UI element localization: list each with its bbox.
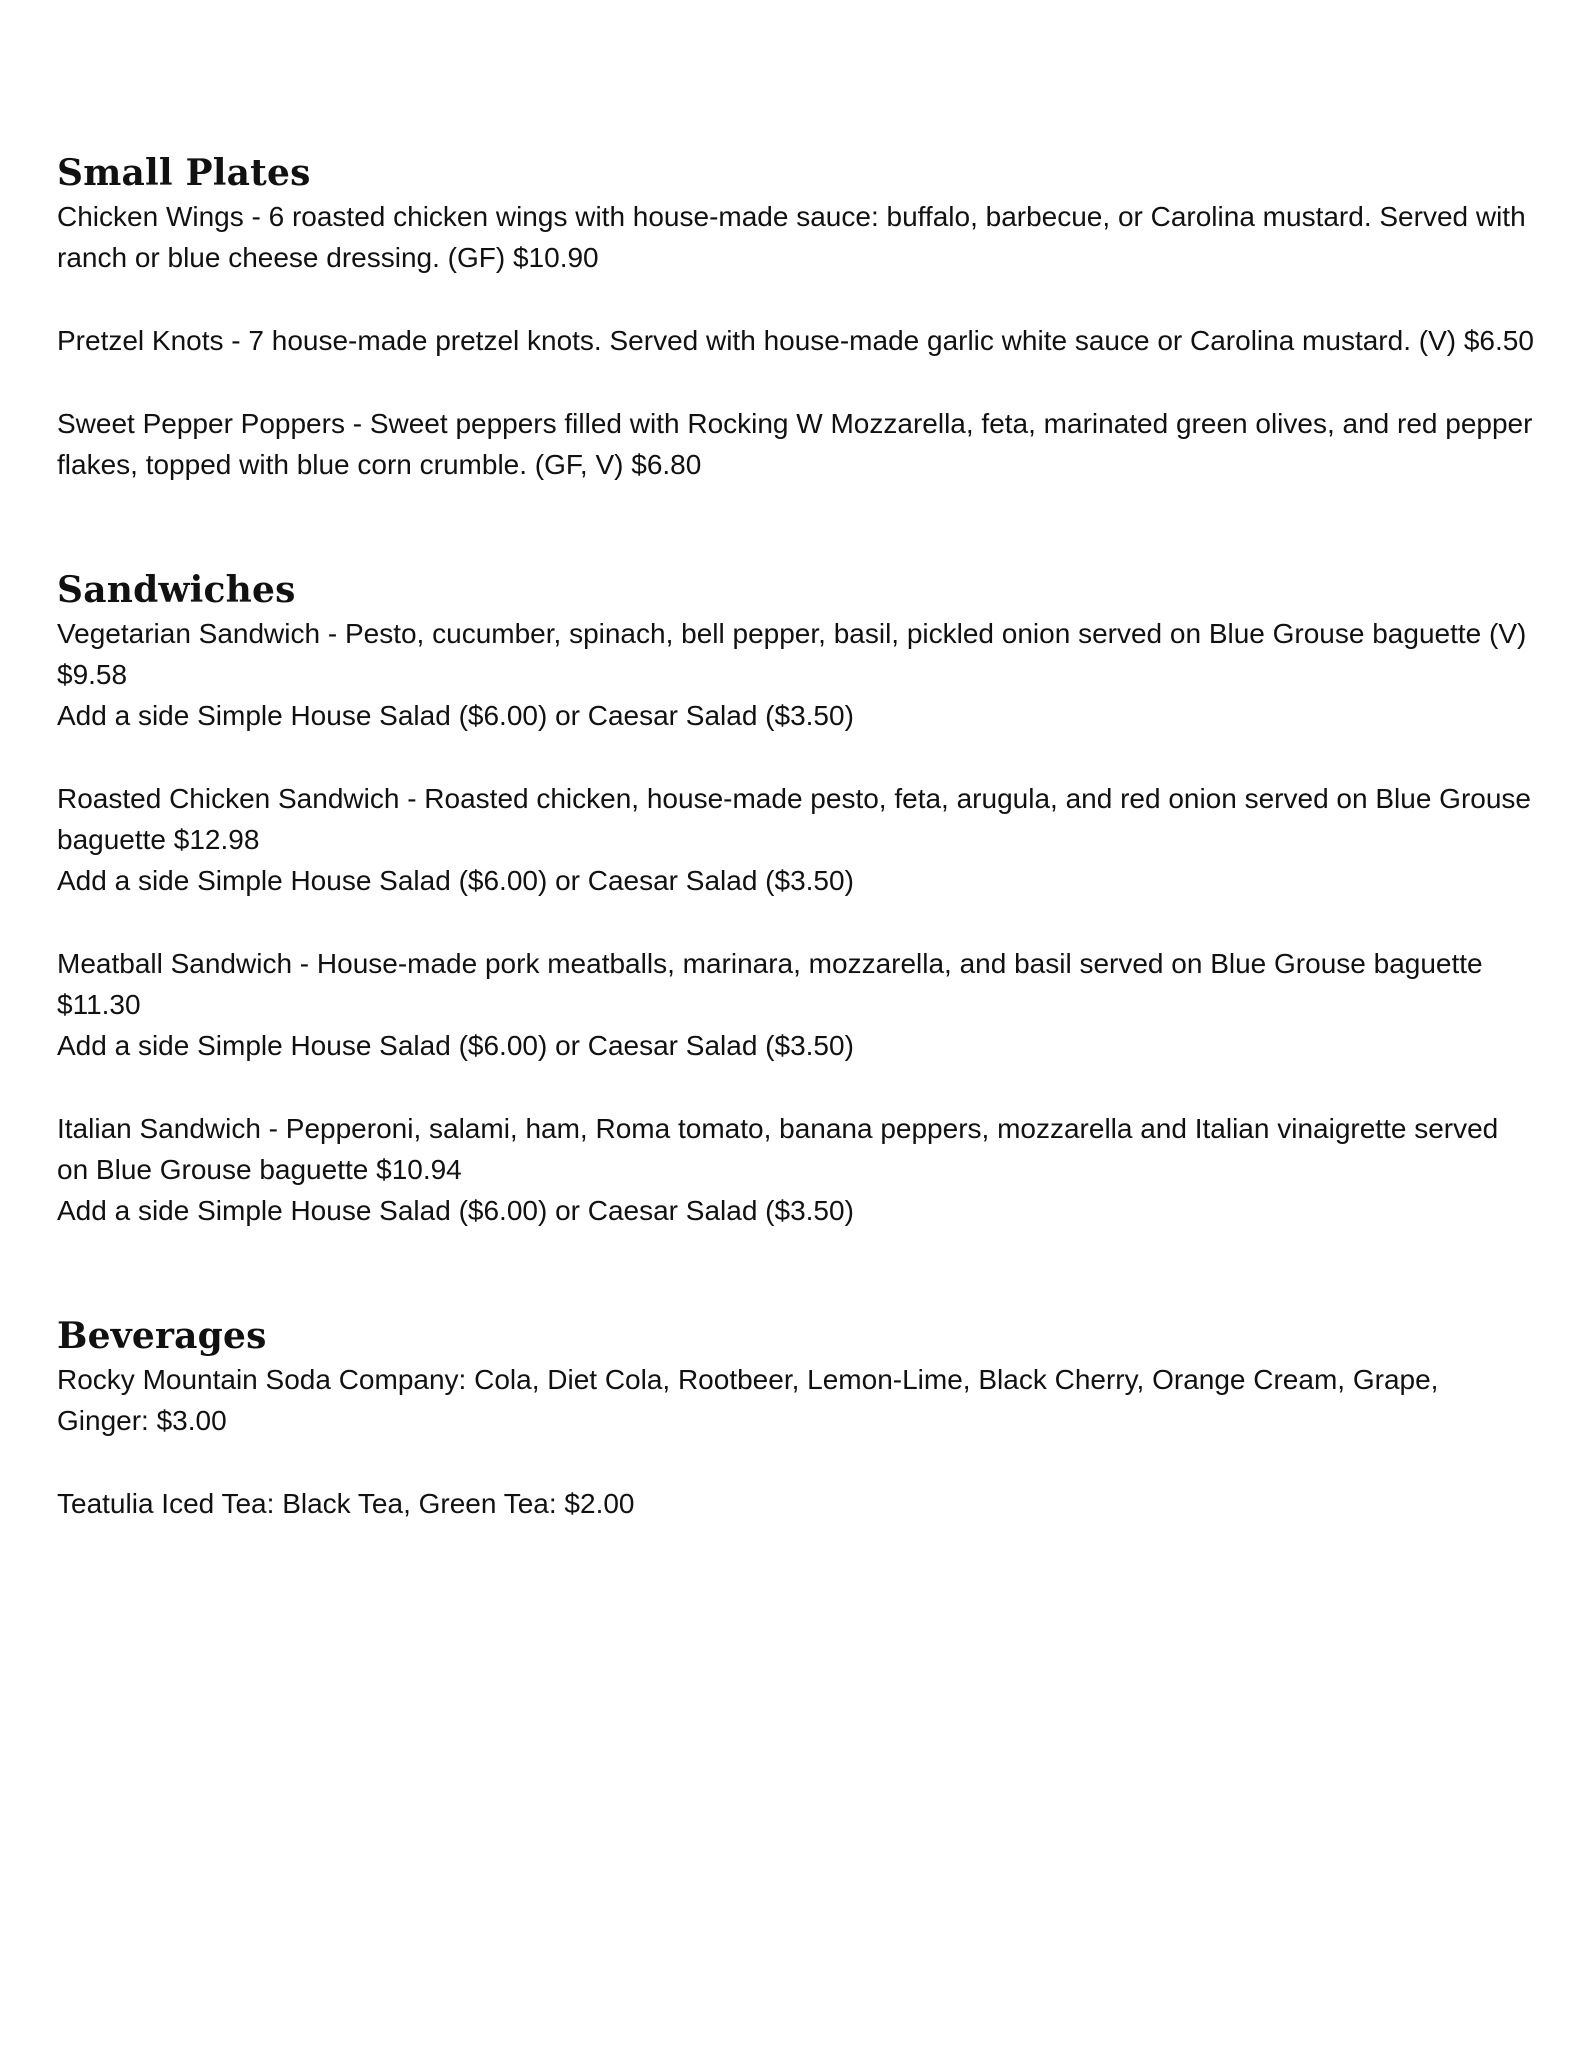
- menu-item-chicken-wings: [57, 196, 1537, 278]
- section-sandwiches: [57, 567, 1537, 1231]
- section-title: Beverages: [57, 1315, 267, 1357]
- item-side-option: Add a side Simple House Salad ($6.00) or Caesar Salad ($3.50): [57, 1195, 854, 1226]
- item-description: Pretzel Knots - 7 house-made pretzel knots. Served with house-made garlic white sauce or Carolina mustard. (V) $6.50: [57, 325, 1534, 356]
- menu-item-rocky-mountain-soda: [57, 1359, 1537, 1441]
- item-side-option: Add a side Simple House Salad ($6.00) or Caesar Salad ($3.50): [57, 700, 854, 731]
- item-description: Rocky Mountain Soda Company: Cola, Diet Cola, Rootbeer, Lemon-Lime, Black Cherry, Orange Cream, Grape, Ginger: $3.00: [57, 1364, 1439, 1436]
- section-title: Sandwiches: [57, 569, 296, 611]
- menu-item-pretzel-knots: [57, 320, 1537, 361]
- item-description: Vegetarian Sandwich - Pesto, cucumber, spinach, bell pepper, basil, pickled onion served on Blue Grouse baguette (V) $9.58: [57, 618, 1527, 690]
- item-side-option: Add a side Simple House Salad ($6.00) or Caesar Salad ($3.50): [57, 1030, 854, 1061]
- item-description: Teatulia Iced Tea: Black Tea, Green Tea: $2.00: [57, 1488, 635, 1519]
- menu-item-teatulia-iced-tea: [57, 1483, 1537, 1524]
- menu-item-italian-sandwich: [57, 1108, 1537, 1231]
- menu-item-meatball-sandwich: [57, 943, 1537, 1066]
- item-description: Roasted Chicken Sandwich - Roasted chicken, house-made pesto, feta, arugula, and red onion served on Blue Grouse baguette $12.98: [57, 783, 1531, 855]
- item-description: Italian Sandwich - Pepperoni, salami, ham, Roma tomato, banana peppers, mozzarella and Italian vinaigrette served on Blue Grouse baguette $10.94: [57, 1113, 1499, 1185]
- item-description: Sweet Pepper Poppers - Sweet peppers filled with Rocking W Mozzarella, feta, marinated green olives, and red pepper flakes, topped with blue corn crumble. (GF, V) $6.80: [57, 408, 1533, 480]
- item-description: Chicken Wings - 6 roasted chicken wings with house-made sauce: buffalo, barbecue, or Carolina mustard. Served with ranch or blue cheese dressing. (GF) $10.90: [57, 201, 1526, 273]
- item-side-option: Add a side Simple House Salad ($6.00) or Caesar Salad ($3.50): [57, 865, 854, 896]
- menu-item-sweet-pepper-poppers: [57, 403, 1537, 485]
- section-beverages: [57, 1313, 1537, 1524]
- menu-item-vegetarian-sandwich: [57, 613, 1537, 736]
- section-small-plates: [57, 150, 1537, 485]
- menu-page: [57, 150, 1537, 1524]
- item-description: Meatball Sandwich - House-made pork meatballs, marinara, mozzarella, and basil served on Blue Grouse baguette $11.30: [57, 948, 1483, 1020]
- section-title: Small Plates: [57, 152, 311, 194]
- menu-item-roasted-chicken-sandwich: [57, 778, 1537, 901]
